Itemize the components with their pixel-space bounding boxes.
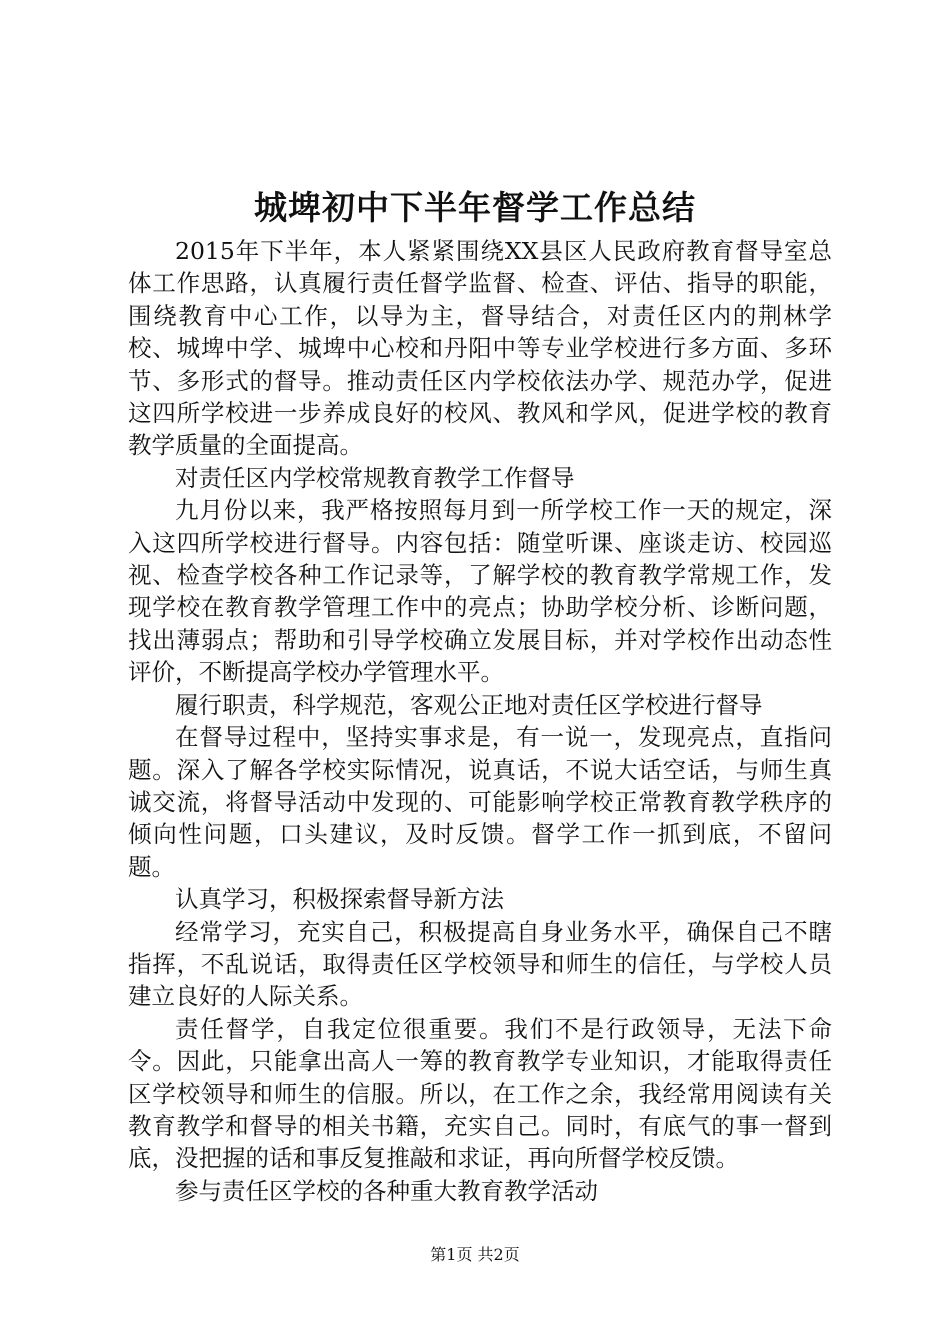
section-heading-learning: 认真学习，积极探索督导新方法 xyxy=(175,885,504,914)
paragraph-duties: 在督导过程中，坚持实事求是，有一说一，发现亮点，直指问题。深入了解各学校实际情况，说真话，不说大话空话，与师生真诚交流，将督导活动中发现的、可能影响学校正常教育教学秩序的倾向性问题，口头建议，及时反馈。督学工作一抓到底，不留问题。 xyxy=(128,723,832,881)
paragraph-self-positioning: 责任督学，自我定位很重要。我们不是行政领导，无法下命令。因此，只能拿出高人一筹的教育教学专业知识，才能取得责任区学校领导和师生的信服。所以，在工作之余，我经常用阅读有关教育教学和督导的相关书籍，充实自己。同时，有底气的事一督到底，没把握的话和事反复推敲和求证，再向所督学校反馈。 xyxy=(128,1014,832,1173)
paragraph-intro: 2015年下半年，本人紧紧围绕XX县区人民政府教育督导室总体工作思路，认真履行责任督学监督、检查、评估、指导的职能，围绕教育中心工作，以导为主，督导结合，对责任区内的荆林学校、城埤中学、城埤中心校和丹阳中等专业学校进行多方面、多环节、多形式的督导。推动责任区内学校依法办学、规范办学，促进这四所学校进一步养成良好的校风、教风和学风，促进学校的教育教学质量的全面提高。 xyxy=(128,237,832,460)
page-footer: 第1页 共2页 xyxy=(430,1245,520,1264)
section-heading-duties: 履行职责，科学规范，客观公正地对责任区学校进行督导 xyxy=(175,690,763,719)
document-body xyxy=(128,235,832,1207)
paragraph-routine-supervision: 九月份以来，我严格按照每月到一所学校工作一天的规定，深入这四所学校进行督导。内容包括：随堂听课、座谈走访、校园巡视、检查学校各种工作记录等，了解学校的教育教学常规工作，发现学校在教育教学管理工作中的亮点；协助学校分析、诊断问题，找出薄弱点；帮助和引导学校确立发展目标，并对学校作出动态性评价，不断提高学校办学管理水平。 xyxy=(128,496,832,687)
section-heading-activities: 参与责任区学校的各种重大教育教学活动 xyxy=(175,1176,598,1205)
section-heading-routine-supervision: 对责任区内学校常规教育教学工作督导 xyxy=(175,463,575,492)
document-title: 城埤初中下半年督学工作总结 xyxy=(254,188,696,227)
paragraph-learning: 经常学习，充实自己，积极提高自身业务水平，确保自己不瞎指挥，不乱说话，取得责任区学校领导和师生的信任，与学校人员建立良好的人际关系。 xyxy=(128,917,832,1011)
